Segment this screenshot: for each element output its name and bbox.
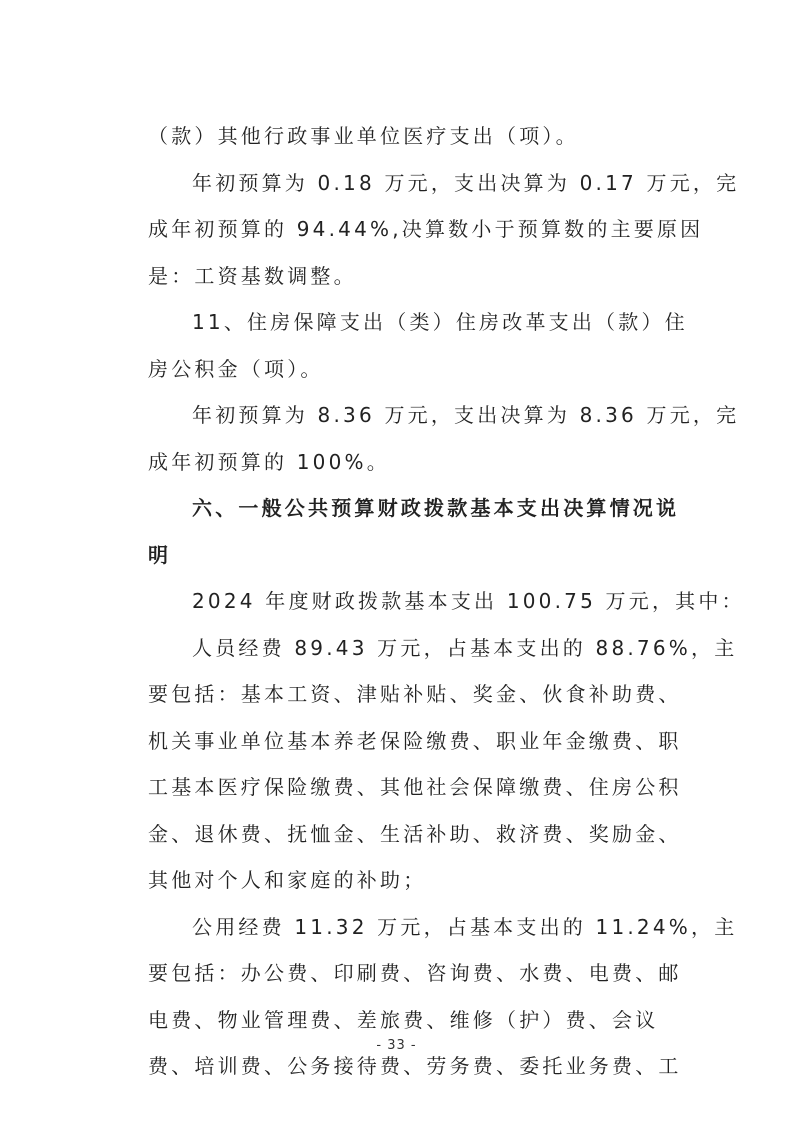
body-line-6: 房公积金（项）。: [148, 356, 324, 381]
body-line-8: 成年初预算的 100%。: [148, 449, 390, 474]
section-heading-line-1: 六、一般公共预算财政拨款基本支出决算情况说: [192, 496, 680, 520]
body-line-5: 11、住房保障支出（类）住房改革支出（款）住: [192, 310, 688, 334]
body-line-11: 2024 年度财政拨款基本支出 100.75 万元，其中：: [192, 589, 745, 613]
body-line-20: 电费、物业管理费、差旅费、维修（护）费、会议: [148, 1007, 659, 1032]
document-body: [148, 113, 745, 1090]
body-line-4: 是：工资基数调整。: [148, 263, 357, 288]
body-line-18: 公用经费 11.32 万元，占基本支出的 11.24%，主: [192, 914, 738, 939]
body-line-21: 费、培训费、公务接待费、劳务费、委托业务费、工: [148, 1054, 682, 1078]
body-line-14: 机关事业单位基本养老保险缴费、职业年金缴费、职: [148, 728, 682, 753]
body-line-3: 成年初预算的 94.44%,决算数小于预算数的主要原因: [148, 217, 704, 241]
body-line-15: 工基本医疗保险缴费、其他社会保障缴费、住房公积: [148, 775, 682, 799]
body-line-12: 人员经费 89.43 万元，占基本支出的 88.76%，主: [192, 635, 738, 660]
body-line-13: 要包括：基本工资、津贴补贴、奖金、伙食补助费、: [148, 682, 682, 706]
section-heading-line-2: 明: [148, 542, 172, 567]
body-line-1: （款）其他行政事业单位医疗支出（项）。: [148, 124, 579, 148]
body-line-2: 年初预算为 0.18 万元，支出决算为 0.17 万元，完: [192, 170, 740, 195]
body-line-19: 要包括：办公费、印刷费、咨询费、水费、电费、邮: [148, 961, 682, 985]
page-number: - 33 -: [376, 1038, 417, 1053]
body-line-16: 金、退休费、抚恤金、生活补助、救济费、奖励金、: [148, 821, 682, 846]
body-line-7: 年初预算为 8.36 万元，支出决算为 8.36 万元，完: [192, 403, 740, 427]
body-line-17: 其他对个人和家庭的补助；: [148, 868, 427, 892]
